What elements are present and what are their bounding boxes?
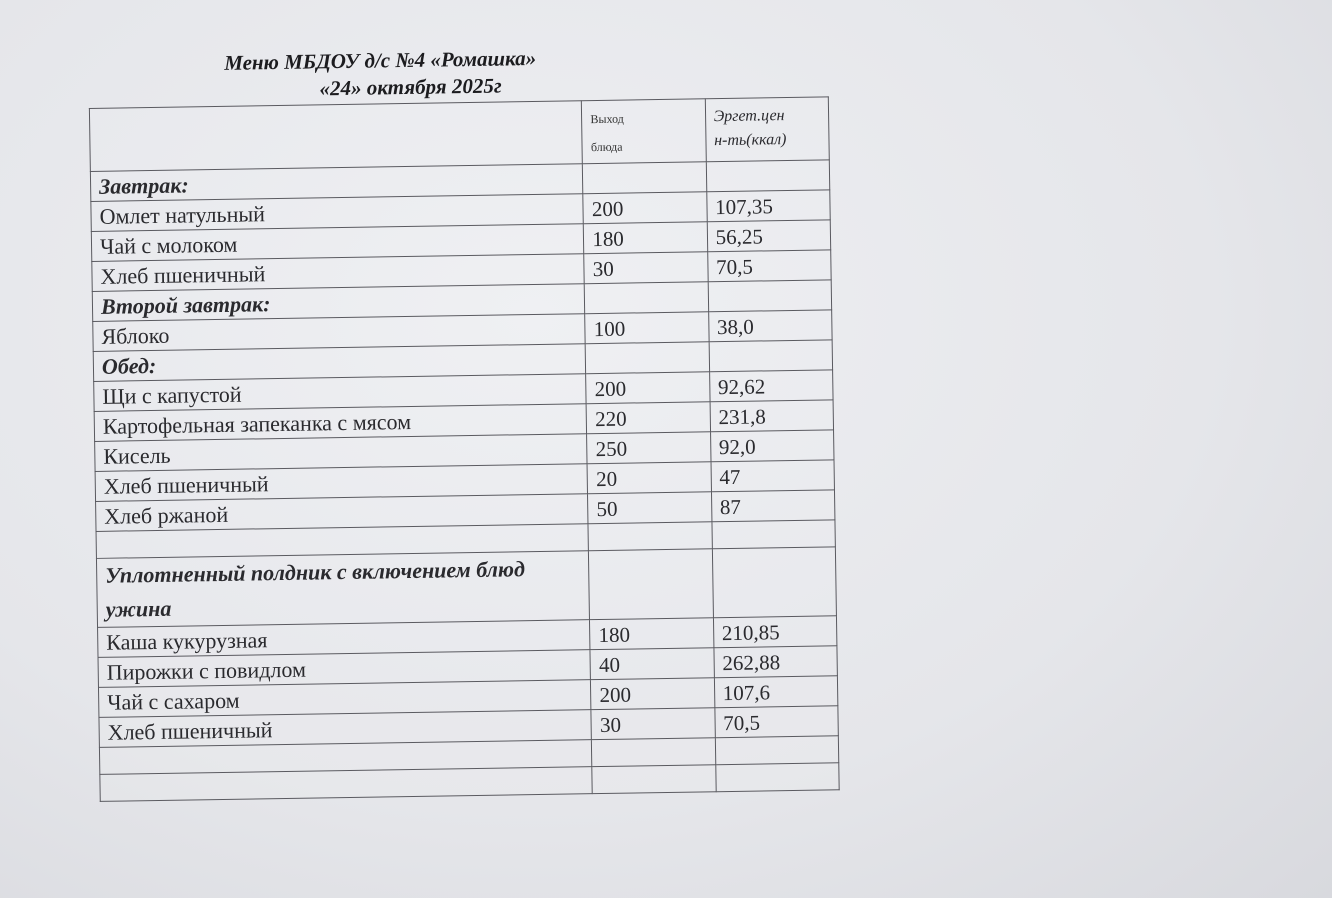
- yield-cell: [585, 342, 709, 374]
- header-kcal-line-2: н-ть(ккал): [713, 131, 787, 150]
- yield-cell: 200: [591, 678, 715, 710]
- dish-name-cell: Картофельная запеканка с мясом: [94, 404, 587, 442]
- dish-name-cell: Чай с сахаром: [98, 680, 591, 718]
- yield-cell: 30: [584, 252, 708, 284]
- menu-table: [89, 96, 840, 802]
- yield-cell: [585, 282, 709, 314]
- kcal-cell: 70,5: [715, 706, 839, 738]
- yield-cell: 30: [591, 708, 715, 740]
- kcal-cell: 262,88: [714, 646, 838, 678]
- kcal-cell: 210,85: [713, 616, 837, 648]
- dish-name-cell: Чай с молоком: [91, 224, 584, 262]
- yield-cell: [589, 549, 713, 620]
- menu-document: [88, 40, 860, 802]
- dish-name-cell: Каша кукурузная: [98, 620, 591, 658]
- yield-cell: 20: [587, 462, 711, 494]
- yield-cell: 180: [584, 222, 708, 254]
- kcal-cell: 107,6: [714, 676, 838, 708]
- dish-name-cell: Омлет натульный: [91, 194, 584, 232]
- kcal-cell: [715, 736, 839, 765]
- dish-name-cell: Уплотненный полдник с включением блюд ужина: [96, 551, 589, 628]
- header-name-cell: [89, 101, 582, 172]
- dish-name-cell: Хлеб пшеничный: [95, 464, 588, 502]
- header-kcal-label: [713, 98, 820, 154]
- yield-cell: 220: [586, 402, 710, 434]
- table-header-row: [89, 97, 829, 172]
- header-yield-label: [590, 99, 697, 161]
- kcal-cell: [708, 280, 832, 312]
- header-yield-line-2: блюда: [590, 139, 623, 155]
- kcal-cell: 107,35: [706, 190, 830, 222]
- yield-cell: [592, 738, 716, 767]
- kcal-cell: 231,8: [710, 400, 834, 432]
- dish-name-cell: Обед:: [93, 344, 586, 382]
- yield-cell: 180: [590, 618, 714, 650]
- document-header: [100, 43, 661, 106]
- dish-name-cell: Кисель: [95, 434, 588, 472]
- yield-cell: 200: [583, 192, 707, 224]
- menu-table-body: [89, 97, 839, 802]
- kcal-cell: [709, 340, 833, 372]
- kcal-cell: [712, 547, 836, 618]
- yield-cell: 100: [585, 312, 709, 344]
- dish-name-cell: Яблоко: [93, 314, 586, 352]
- header-kcal-line-1: Эргет.цен: [713, 107, 785, 126]
- kcal-cell: 92,62: [709, 370, 833, 402]
- document-date: «24» октября 2025г: [319, 73, 502, 101]
- kcal-cell: 87: [711, 490, 835, 522]
- kcal-cell: 92,0: [710, 430, 834, 462]
- dish-name-cell: Пирожки с повидлом: [98, 650, 591, 688]
- kcal-cell: 47: [711, 460, 835, 492]
- dish-name-cell: Хлеб пшеничный: [99, 710, 592, 748]
- kcal-cell: 38,0: [708, 310, 832, 342]
- kcal-cell: [715, 763, 839, 792]
- yield-cell: 50: [588, 492, 712, 524]
- kcal-cell: [712, 520, 836, 549]
- kcal-cell: 70,5: [707, 250, 831, 282]
- header-kcal-cell: [705, 97, 829, 162]
- dish-name-cell: Хлеб ржаной: [96, 494, 589, 532]
- dish-name-cell: Завтрак:: [90, 164, 583, 202]
- dish-name-cell: Щи с капустой: [94, 374, 587, 412]
- dish-name-cell: Хлеб пшеничный: [92, 254, 585, 292]
- yield-cell: [583, 162, 707, 194]
- kcal-cell: 56,25: [707, 220, 831, 252]
- document-title: Меню МБДОУ д/с №4 «Ромашка»: [224, 45, 537, 75]
- yield-cell: 40: [590, 648, 714, 680]
- section-row: [96, 547, 836, 628]
- dish-name-cell: Второй завтрак:: [92, 284, 585, 322]
- header-yield-line-1: Выход: [590, 111, 624, 127]
- yield-cell: [592, 765, 716, 794]
- yield-cell: [588, 522, 712, 551]
- kcal-cell: [706, 160, 830, 192]
- yield-cell: 200: [586, 372, 710, 404]
- header-yield-cell: [582, 99, 706, 164]
- yield-cell: 250: [587, 432, 711, 464]
